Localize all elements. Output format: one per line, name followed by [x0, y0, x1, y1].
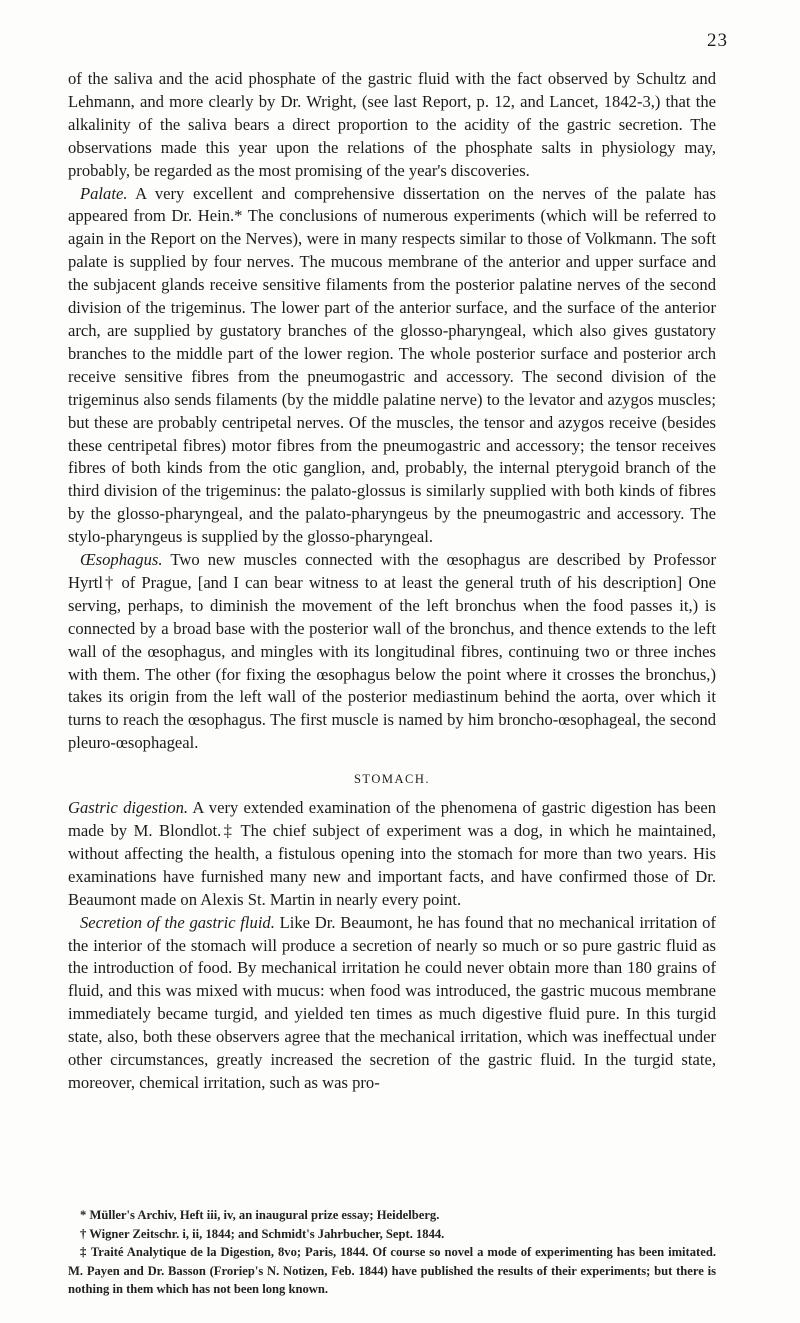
run-in-heading-secretion: Secretion of the gastric fluid. [80, 912, 275, 932]
footnotes [68, 1206, 716, 1299]
paragraph-text: A very extended examination of the phenomena of gastric digestion has been made by M. Blondlot.‡ The chief subject of experiment was a dog, in which he maintained, without affecting the health, a fistulous opening into the stomach for more than two years. His examinations have furnished many new and important facts, and have confirmed those of Dr. Beaumont made on Alexis St. Martin in nearly every point. [68, 798, 716, 909]
section-heading-stomach: STOMACH. [353, 772, 431, 787]
paragraph-oesophagus [68, 549, 716, 755]
paragraph-text: Two new muscles connected with the œsophagus are described by Professor Hyrtl† of Prague, [and I can bear witness to at least the general truth of his description] One serving, perhaps, to diminish the movement of the left bronchus when the food passes it,) is connected by a broad base with the posterior wall of the bronchus, and thence extends to the left wall of the œsophagus, and mingles with its longitudinal fibres, continuing two or three inches with them. The other (for fixing the œsophagus below the point where it crosses the bronchus,) takes its origin from the left wall of the posterior mediastinum behind the aorta, over which it turns to reach the œsophagus. The first muscle is named by him broncho-œsophageal, the second pleuro-œsophageal. [68, 550, 716, 753]
footnote-3: ‡ Traité Analytique de la Digestion, 8vo; Paris, 1844. Of course so novel a mode of experimenting has been imitated. M. Payen and Dr. Basson (Froriep's N. Notizen, Feb. 1844) have published the results of their experiments; but there is nothing in them which has not been long known. [68, 1245, 716, 1297]
paragraph-palate [68, 183, 716, 550]
paragraph-saliva-continued [68, 68, 716, 183]
run-in-heading-gastric-digestion: Gastric digestion. [68, 798, 189, 818]
paragraph-text: of the saliva and the acid phosphate of the gastric fluid with the fact observed by Schultz and Lehmann, and more clearly by Dr. Wright, (see last Report, p. 12, and Lancet, 1842-3,) that the alkalinity of the saliva bears a direct proportion to the acidity of the gastric secretion. The observations made this year upon the relations of the phosphate salts in physiology may, probably, be regarded as the most promising of the year's discoveries. [68, 69, 716, 180]
run-in-heading-oesophagus: Œsophagus. [80, 550, 163, 570]
run-in-heading-palate: Palate. [80, 183, 128, 203]
paragraph-gastric-digestion [68, 797, 716, 912]
paragraph-text: Like Dr. Beaumont, he has found that no mechanical irritation of the interior of the stomach will produce a secretion of nearly so much or so pure gastric fluid as the introduction of food. By mechanical irritation he could never obtain more than 180 grains of fluid, and this was mixed with mucus: when food was introduced, the gastric mucous membrane immediately became turgid, and yielded ten times as much digestive fluid pure. In this turgid state, also, both these observers agree that the mechanical irritation, which was ineffectual under other circumstances, greatly increased the secretion of the gastric fluid. In the turgid state, moreover, chemical irritation, such as was pro- [68, 912, 716, 1092]
footnote-2: † Wigner Zeitschr. i, ii, 1844; and Schmidt's Jahrbucher, Sept. 1844. [80, 1226, 445, 1241]
body-text [68, 68, 716, 1095]
footnote-1: * Müller's Archiv, Heft iii, iv, an inaugural prize essay; Heidelberg. [80, 1208, 440, 1222]
page-number: 23 [707, 30, 728, 51]
paragraph-text: A very excellent and comprehensive dissertation on the nerves of the palate has appeared from Dr. Hein.* The conclusions of numerous experiments (which will be referred to again in the Report on the Nerves), were in many respects similar to those of Volkmann. The soft palate is supplied by four nerves. The mucous membrane of the anterior and upper surface and the subjacent glands receive sensitive filaments from the posterior palatine nerves of the second division of the trigeminus. The lower part of the anterior surface, and the surface of the anterior arch, are supplied by gustatory branches of the glosso-pharyngeal, which also gives gustatory branches to the middle part of the lower region. The whole posterior surface and posterior arch receive sensitive fibres from the pneumogastric and accessory. The second division of the trigeminus also sends filaments (by the middle palatine nerve) to the levator and azygos muscles; but these are probably centripetal nerves. Of the muscles, the tensor and azygos receive (besides these centripetal fibres) motor fibres from the pneumogastric and accessory; the tensor receives fibres of both kinds from the otic ganglion, and, probably, the internal pterygoid branch of the third division of the trigeminus: the palato-glossus is similarly supplied with both kinds of fibres by the glosso-pharyngeal, and the palato-pharyngeus by the pneumogastric and accessory. The stylo-pharyngeus is supplied by the glosso-pharyngeal. [68, 183, 716, 547]
paragraph-secretion [68, 912, 716, 1095]
